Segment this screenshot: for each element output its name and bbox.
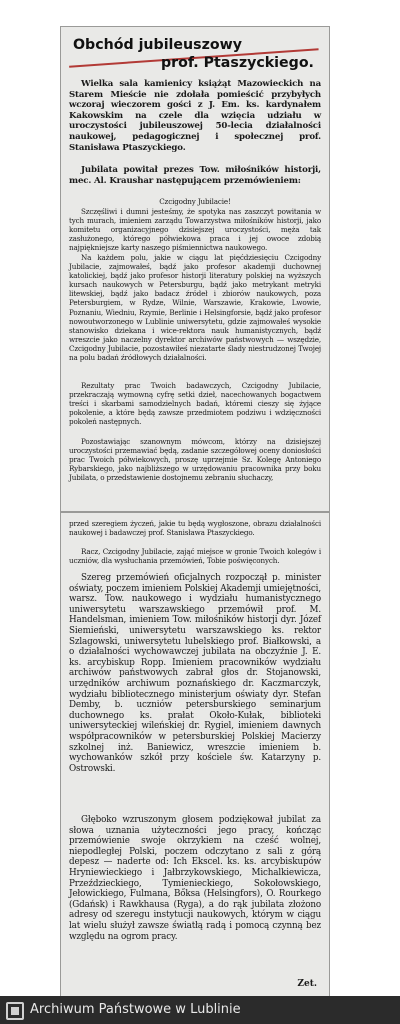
archive-logo-icon — [6, 1002, 24, 1020]
author-signature: Zet. — [297, 979, 317, 989]
newspaper-clipping-bottom — [60, 512, 330, 998]
speeches-paragraph: Szereg przemówień oficjalnych rozpoczął p. minister oświaty, poczem imieniem Polskiej Akademji umiejętności, warsz. Tow. naukowego i wydziału humanistycznego uniwersytetu warszawskiego przemówił prof. M. Handelsman, imieniem Tow. miłośników historji dyr. Józef Siemieński, uniwersytetu warszawskiego ks. rektor Szlagowski, uniwersytetu lubelskiego prof. Białkowski, a o działalności wychowawczej jubilata na obczyźnie J. E. ks. arcybiskup Ropp. Imieniem pracowników wydziału archiwów państwowych zabrał głos dr. Stojanowski, urzędników archiwum poznańskiego dr. Kaczmarczyk, wydziału bibliotecznego ministerjum oświaty dyr. Stefan Demby, b. uczniów petersburskiego seminarjum duchownego ks. prałat Około-Kułak, biblioteki uniwersyteckiej wileńskiej dr. Rygiel, imieniem dawnych współpracowników w petersburskiej Polskiej Macierzy szkolnej inż. Baniewicz, wreszcie imieniem b. wychowanków szkół przy kościele św. Katarzyny p. Ostrowski. — [69, 573, 321, 774]
newspaper-clipping-top — [60, 26, 330, 512]
archive-name: Archiwum Państwowe w Lublinie — [30, 1002, 241, 1017]
article-title-line2: prof. Ptaszyckiego. — [161, 55, 314, 71]
article-title-line1: Obchód jubileuszowy — [73, 37, 242, 53]
speech-paragraph-3: Rezultaty prac Twoich badawczych, Czcigodny Jubilacie, przekraczają wymowną cyfrę setki dzieł, nacechowanych bogactwem treści i skarbami samodzielnych badań, któremi cieszy się żyjące pokolenie, a które będą zawsze przedmiotem podziwu i wdzięczności pokoleń następnych. — [69, 381, 321, 427]
jubilarian-thanks-paragraph: Głęboko wzruszonym głosem podziękował jubilat za słowa uznania użyteczności jego pracy, kończąc przemówienie swoje okrzykiem na cześć wolnej, niepodległej Polski, poczem odczytano z sali z górą depesz — naderte od: Ich Ekscel. ks. ks. arcybiskupów Hryniewieckiego i Jałbrzykowskiego, Michalkiewicza, Przeździeckiego, Tymienieckiego, Sokołowskiego, Jełowickiego, Fulmana, Bőksa (Helsingfors), O. Rourkego (Gdańsk) i Rawkhausa (Ryga), a do rąk jubilata złożono adresy od szeregu instytucji naukowych, którym w ciągu lat wielu służył zawsze światłą radą i pomocą czynną bez względu na ogrom pracy. — [69, 815, 321, 942]
article-intro: Wielka sala kamienicy książąt Mazowieckich na Starem Mieście nie zdołała pomieścić przybyłych wczoraj wieczorem gości z J. Em. ks. kardynałem Kakowskim na czele dla wzięcia udziału w uroczystości jubileuszowej 50-lecia działalności naukowej, pedagogicznej i społecznej prof. Stanisława Ptaszyckiego. — [69, 79, 321, 153]
continuation-paragraph: przed szeregiem życzeń, jakie tu będą wygłoszone, obrazu działalności naukowej i badawczej prof. Stanisława Ptaszyckiego. — [69, 519, 321, 538]
speech-paragraph-2: Na każdem polu, jakie w ciągu lat pięćdziesięciu Czcigodny Jubilacie, zajmowałeś, bądź jako profesor akademji duchownej katolickiej, bądź jako profesor historji literatury polskiej na wyższych kursach naukowych w Petersburgu, bądź jako metrykant metryki litewskiej, bądź jako badacz źródeł i zbiorów naukowych, poza Petersburgiem, w Rydze, Wilnie, Warszawie, Krakowie, Lwowie, Poznaniu, Wiedniu, Rzymie, Berlinie i Helsingforsie, bądź jako profesor nowoutworzonego w Lublinie uniwersytetu, gdzie zajmowałeś wysokie stanowisko dziekana i wice-rektora nauk humanistycznych, bądź wreszcie jako naczelny dyrektor archiwów państwowych — wszędzie, Czcigodny Jubilacie, pozostawiłeś niezatarte ślady niestrudzonej Twojej na polu badań źródłowych działalności. — [69, 253, 321, 363]
archive-watermark-bar — [0, 996, 400, 1024]
speech-paragraph-1: Szczęśliwi i dumni jesteśmy, że spotyka nas zaszczyt powitania w tych murach, imieniem zarządu Towarzystwa miłośników historji, jako komitetu organizacyjnego dzisiejszej uroczystości, męża tak zasłużonego, którego półwiekowa praca i jej owoce zdobią najpiękniejsze karty naszego piśmiennictwa naukowego. — [69, 207, 321, 253]
paragraph-welcome: Jubilata powitał prezes Tow. miłośników historji, mec. Al. Kraushar następującem przemówieniem: — [69, 165, 321, 186]
closing-of-speech: Racz, Czcigodny Jubilacie, zająć miejsce w gronie Twoich kolegów i uczniów, dla wysłuchania przemówień, Tobie poświęconych. — [69, 547, 321, 566]
salutation: Czcigodny Jubilacie! — [159, 197, 231, 206]
speech-paragraph-4: Pozostawiając szanownym mówcom, którzy na dzisiejszej uroczystości przemawiać będą, zadanie szczegółowej oceny doniosłości prac Twoich półwiekowych, proszę uprzejmie Sz. Kolegę Antoniego Rybarskiego, jako najbliższego w urzędowaniu pracownika przy boku Jubilata, o przedstawienie dostojnemu zebraniu słuchaczy, — [69, 437, 321, 483]
